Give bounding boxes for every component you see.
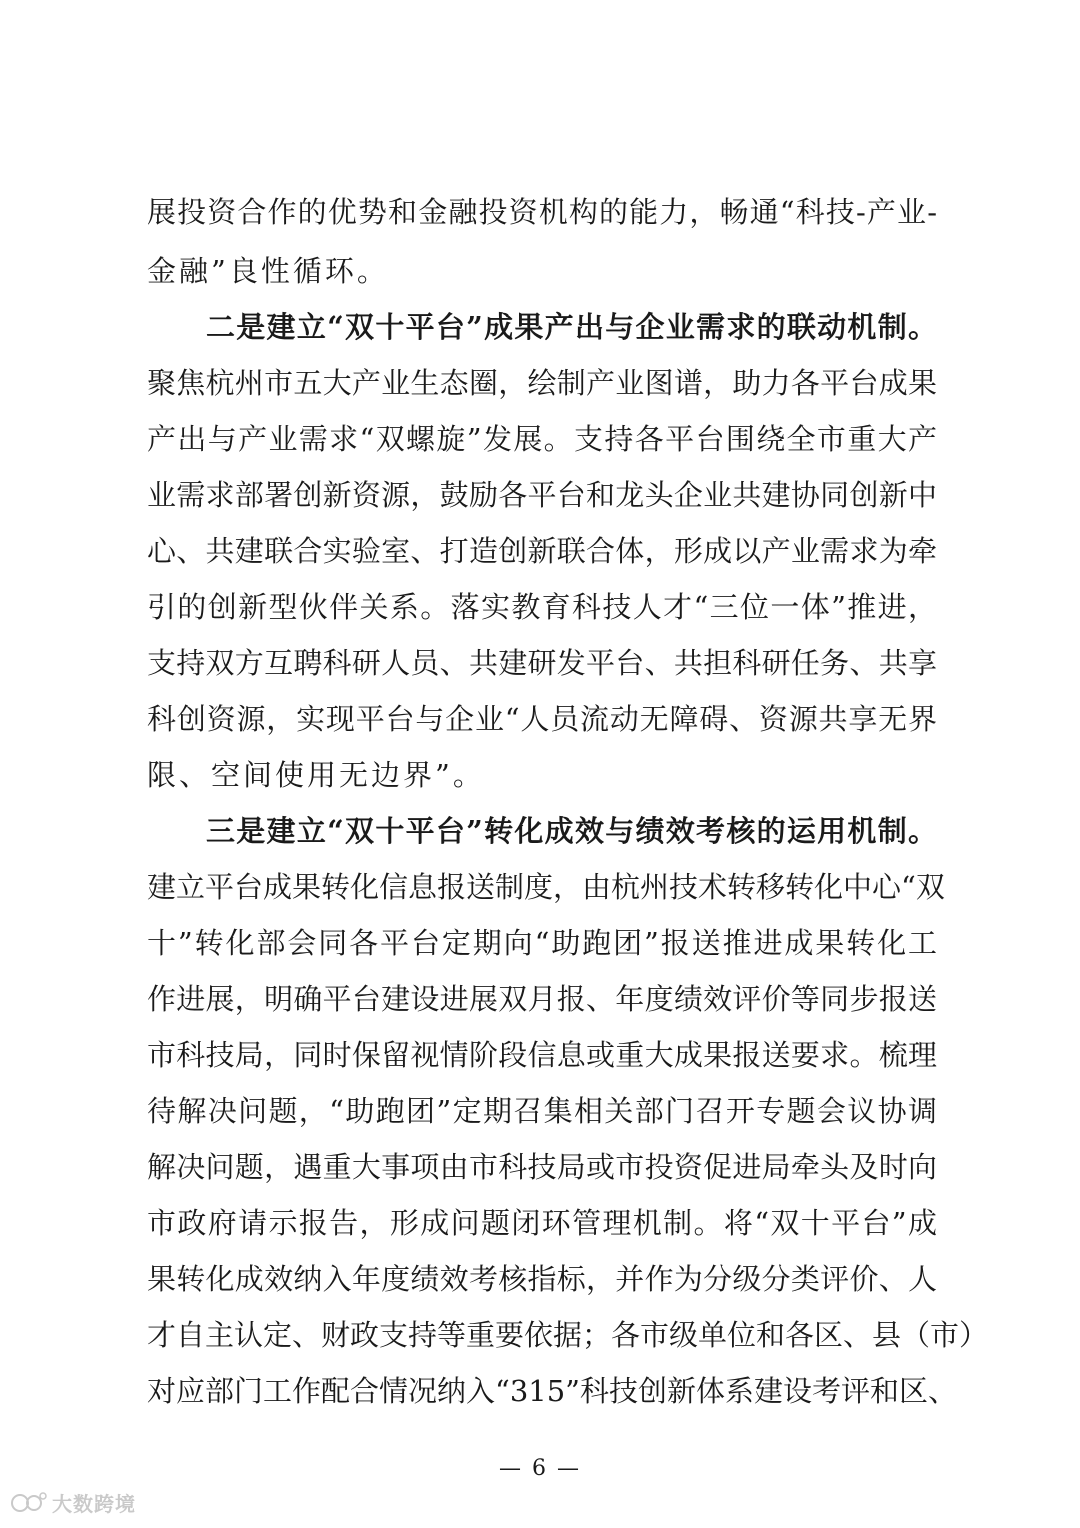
- watermark-text: 大数跨境: [52, 1491, 136, 1516]
- body-text-line: 市政府请示报告，形成问题闭环管理机制。将“双十平台”成: [147, 1206, 937, 1240]
- body-text-line: 解决问题，遇重大事项由市科技局或市投资促进局牵头及时向: [147, 1150, 937, 1184]
- body-text-line: 对应部门工作配合情况纳入“315”科技创新体系建设考评和区、: [147, 1374, 958, 1408]
- body-text-line: 限、空间使用无边界”。: [147, 758, 485, 792]
- body-text-line: 展投资合作的优势和金融投资机构的能力，畅通“科技-产业-: [147, 195, 937, 229]
- body-text-line: 待解决问题，“助跑团”定期召集相关部门召开专题会议协调: [147, 1094, 937, 1128]
- body-text-line: 金融”良性循环。: [147, 254, 389, 288]
- section-heading-line: 二是建立“双十平台”成果产出与企业需求的联动机制。: [206, 310, 937, 344]
- body-text-line: 果转化成效纳入年度绩效考核指标，并作为分级分类评价、人: [147, 1262, 937, 1296]
- section-heading-line: 三是建立“双十平台”转化成效与绩效考核的运用机制。: [206, 814, 937, 848]
- body-text-line: 十”转化部会同各平台定期向“助跑团”报送推进成果转化工: [147, 926, 937, 960]
- watermark: [10, 1488, 136, 1516]
- watermark-logo-icon: [10, 1490, 48, 1514]
- body-text-line: 心、共建联合实验室、打造创新联合体，形成以产业需求为牵: [147, 534, 937, 568]
- body-text-line: 业需求部署创新资源，鼓励各平台和龙头企业共建协同创新中: [147, 478, 937, 512]
- body-text-line: 聚焦杭州市五大产业生态圈，绘制产业图谱，助力各平台成果: [147, 366, 937, 400]
- body-text-line: 建立平台成果转化信息报送制度，由杭州技术转移转化中心“双: [147, 870, 945, 904]
- page-number: — 6 —: [499, 1456, 581, 1481]
- body-text-line: 作进展，明确平台建设进展双月报、年度绩效评价等同步报送: [147, 982, 937, 1016]
- body-text-line: 才自主认定、财政支持等重要依据；各市级单位和各区、县（市）: [147, 1318, 989, 1352]
- body-text-line: 市科技局，同时保留视情阶段信息或重大成果报送要求。梳理: [147, 1038, 937, 1072]
- body-text-line: 支持双方互聘科研人员、共建研发平台、共担科研任务、共享: [147, 646, 937, 680]
- body-text-line: 科创资源，实现平台与企业“人员流动无障碍、资源共享无界: [147, 702, 937, 736]
- body-text-line: 引的创新型伙伴关系。落实教育科技人才“三位一体”推进，: [147, 590, 937, 624]
- body-text-line: 产出与产业需求“双螺旋”发展。支持各平台围绕全市重大产: [147, 422, 937, 456]
